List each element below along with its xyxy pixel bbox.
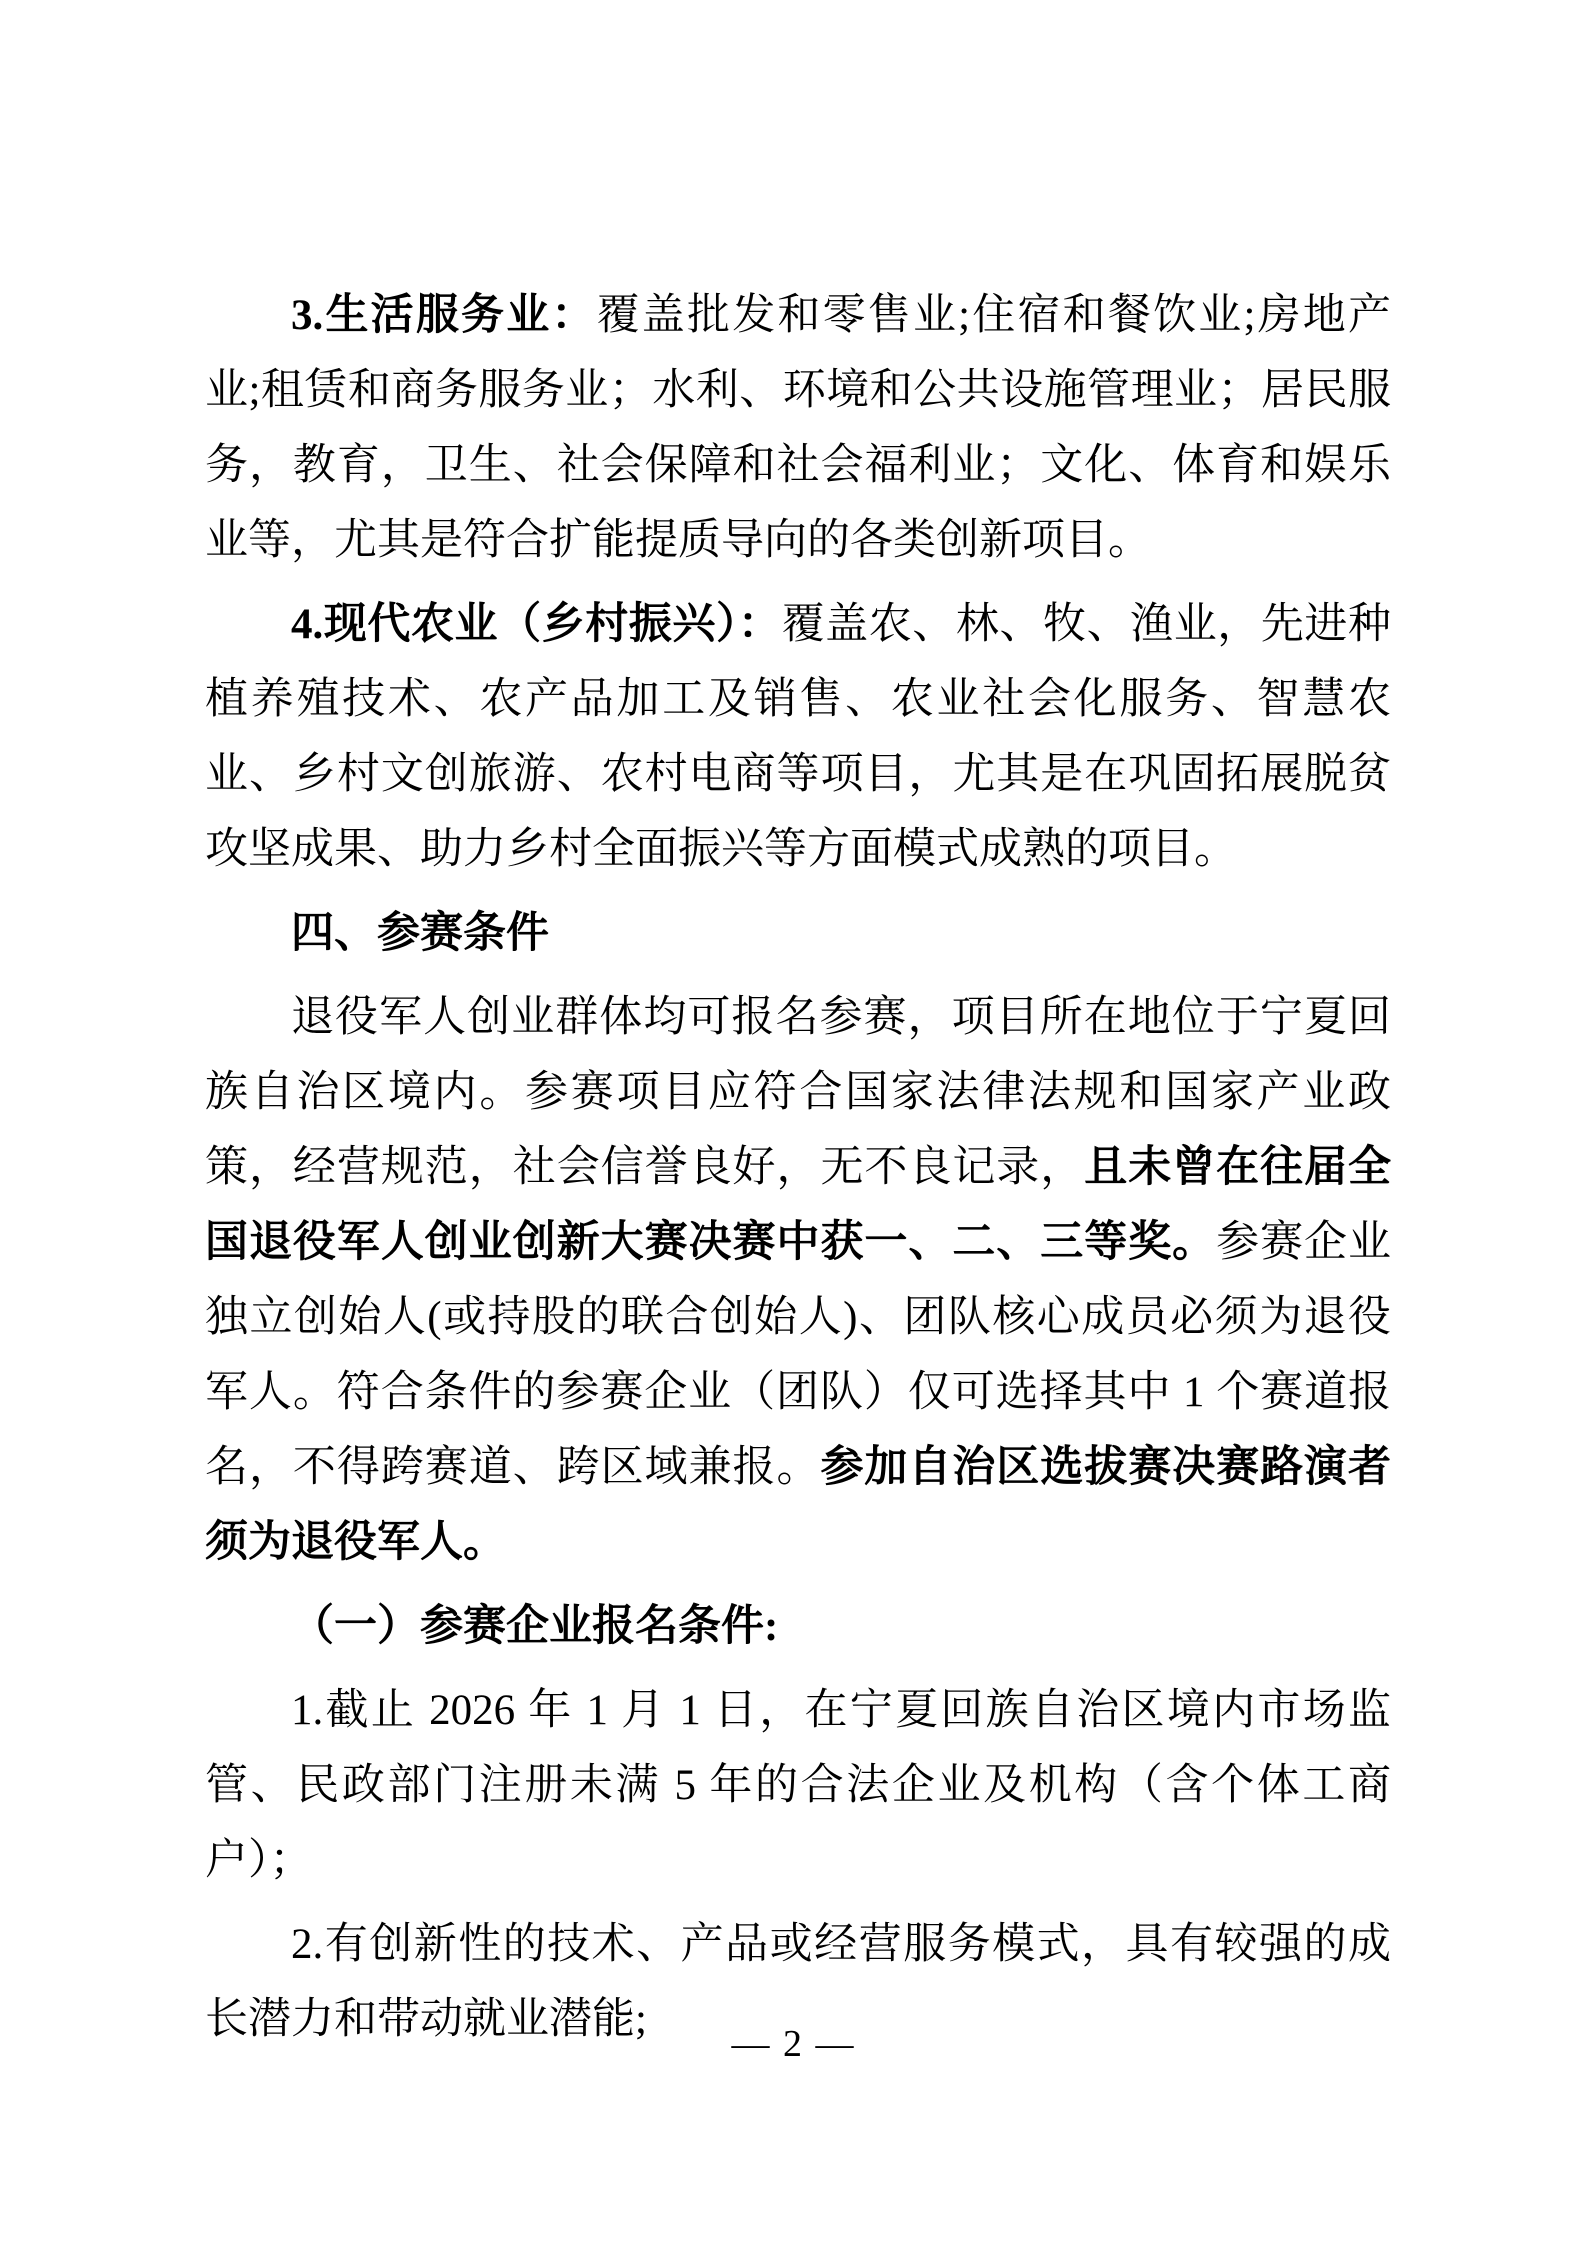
- paragraph-modern-agriculture-label: 4.现代农业（乡村振兴）：: [291, 601, 782, 648]
- paragraph-item-1-text: 1.截止 2026 年 1 月 1 日，在宁夏回族自治区境内市场监管、民政部门注册未满 5 年的合法企业及机构（含个体工商户）；: [205, 1687, 1391, 1884]
- paragraph-eligibility-text-1: 退役军人创业群体均可报名参赛，项目所在地位于宁夏回族自治区境内。参赛项目应符合国家法律法规和国家产业政策，经营规范，社会信誉良好，无不良记录，: [205, 994, 1391, 1191]
- paragraph-modern-agriculture-text: 覆盖农、林、牧、渔业，先进种植养殖技术、农产品加工及销售、农业社会化服务、智慧农业、乡村文创旅游、农村电商等项目，尤其是在巩固拓展脱贫攻坚成果、助力乡村全面振兴等方面模式成熟的项目。: [205, 601, 1392, 873]
- paragraph-eligibility-bold-2: 参加自治区选拔赛决赛路演者须为退役军人。: [205, 1444, 1392, 1566]
- heading-enterprise-conditions-text: （一）参赛企业报名条件:: [291, 1603, 779, 1650]
- paragraph-item-2-text: 2.有创新性的技术、产品或经营服务模式，具有较强的成长潜力和带动就业潜能;: [205, 1921, 1391, 2043]
- document-body: [205, 278, 1391, 2066]
- paragraph-item-1: [205, 1673, 1391, 1898]
- heading-section-four-text: 四、参赛条件: [291, 910, 549, 957]
- heading-enterprise-conditions: [205, 1589, 1391, 1664]
- paragraph-life-services: [205, 278, 1391, 578]
- paragraph-life-services-text: 覆盖批发和零售业;住宿和餐饮业;房地产业;租赁和商务服务业；水利、环境和公共设施管理业；居民服务，教育，卫生、社会保障和社会福利业；文化、体育和娱乐业等，尤其是符合扩能提质导向的各类创新项目。: [205, 292, 1391, 564]
- paragraph-eligibility-text-2: 参赛企业独立创始人(或持股的联合创始人)、团队核心成员必须为退役军人。符合条件的参赛企业（团队）仅可选择其中 1 个赛道报名，不得跨赛道、跨区域兼报。: [205, 1219, 1392, 1491]
- paragraph-life-services-label: 3.生活服务业：: [291, 292, 597, 339]
- heading-section-four: [205, 896, 1391, 971]
- paragraph-modern-agriculture: [205, 587, 1391, 887]
- paragraph-eligibility: [205, 980, 1391, 1580]
- paragraph-eligibility-bold-1: 且未曾在往届全国退役军人创业创新大赛决赛中获一、二、三等奖。: [205, 1144, 1392, 1266]
- page-number: — 2 —: [731, 2023, 856, 2065]
